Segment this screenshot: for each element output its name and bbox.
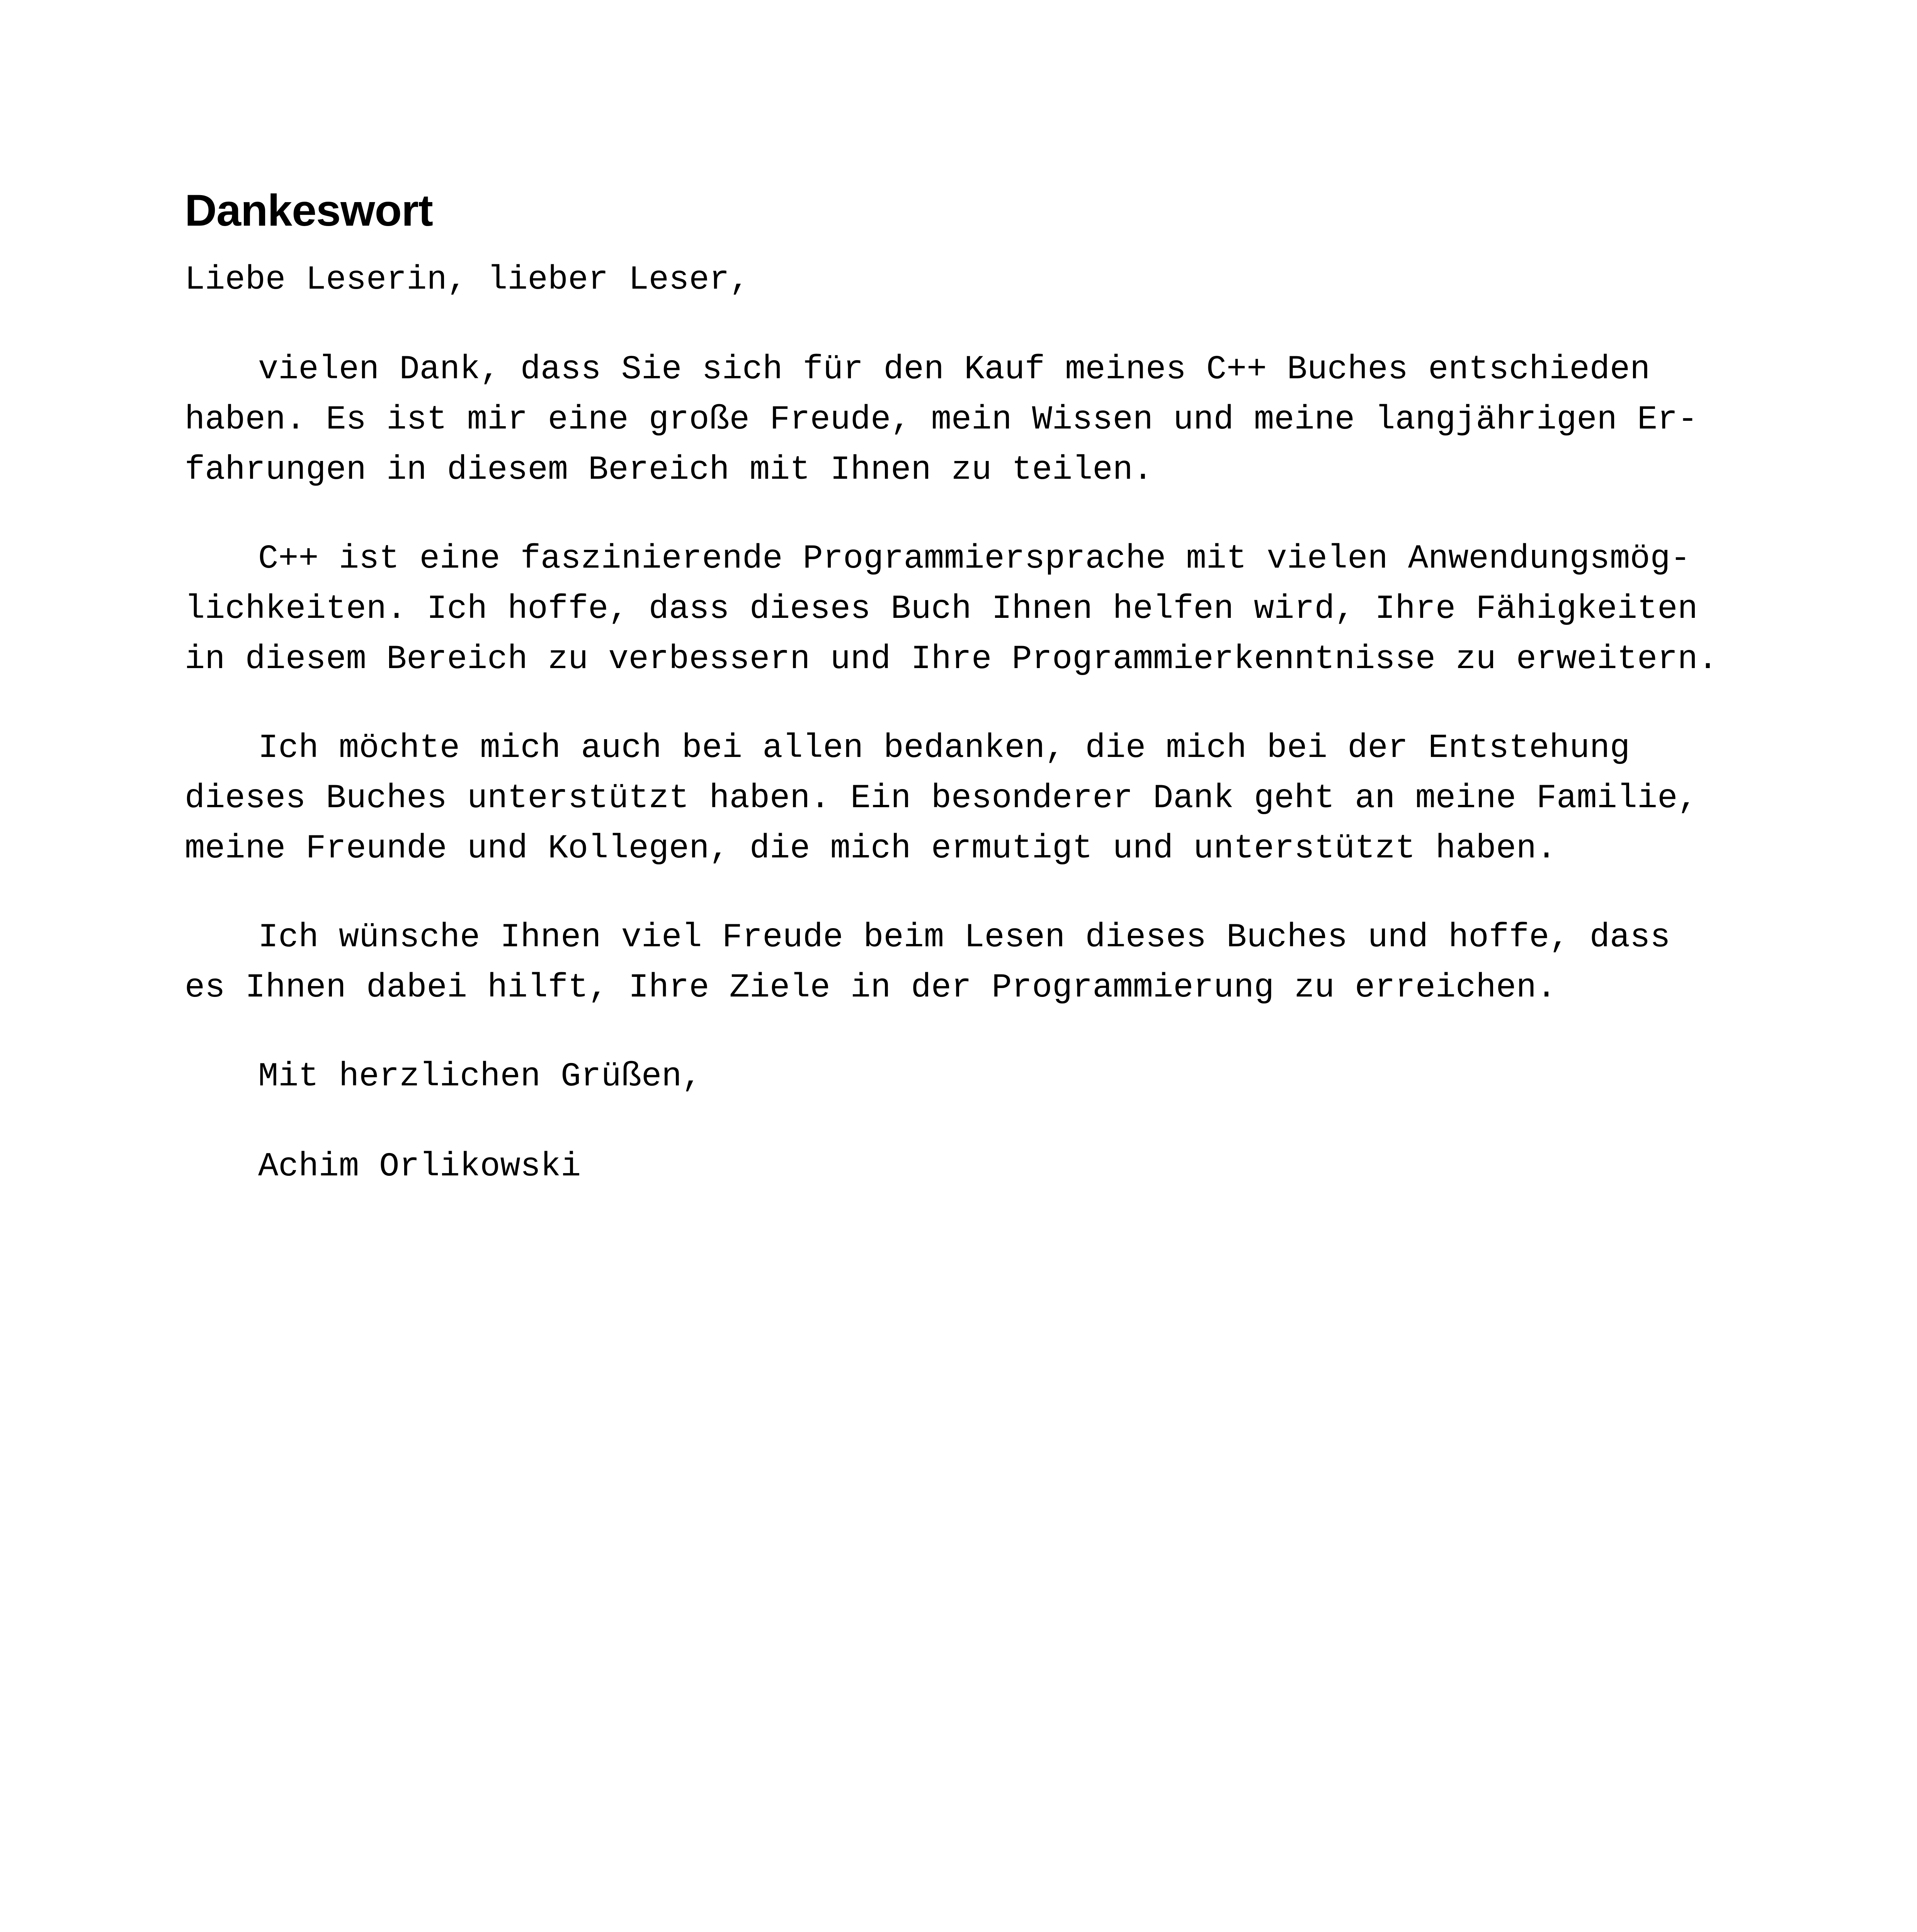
greeting: Liebe Leserin, lieber Leser, — [185, 261, 750, 299]
paragraph-line: es Ihnen dabei hilft, Ihre Ziele in der Programmierung zu erreichen. — [185, 969, 1557, 1007]
paragraph-line: haben. Es ist mir eine große Freude, mein Wissen und meine langjährigen Er- — [185, 401, 1698, 439]
paragraph-line: C++ ist eine faszinierende Programmiersprache mit vielen Anwendungsmög- — [258, 540, 1691, 578]
document-content — [185, 182, 1769, 1192]
paragraph-line: dieses Buches unterstützt haben. Ein besonderer Dank geht an meine Familie, — [185, 780, 1698, 818]
paragraph-line: in diesem Bereich zu verbessern und Ihre Programmierkenntnisse zu erweitern. — [185, 641, 1718, 679]
paragraph-4 — [185, 913, 1769, 1013]
paragraph-line: Ich wünsche Ihnen viel Freude beim Lesen dieses Buches und hoffe, dass — [258, 919, 1670, 957]
paragraph-line: meine Freunde und Kollegen, die mich ermutigt und unterstützt haben. — [185, 830, 1557, 868]
paragraph-line: fahrungen in diesem Bereich mit Ihnen zu teilen. — [185, 451, 1153, 489]
paragraph-2 — [185, 534, 1769, 685]
paragraph-line: lichkeiten. Ich hoffe, dass dieses Buch Ihnen helfen wird, Ihre Fähigkeiten — [185, 590, 1698, 628]
closing: Mit herzlichen Grüßen, — [258, 1058, 702, 1096]
paragraph-3 — [185, 723, 1769, 874]
paragraph-line: vielen Dank, dass Sie sich für den Kauf meines C++ Buches entschieden — [258, 351, 1650, 389]
paragraph-1 — [185, 345, 1769, 495]
paragraph-line: Ich möchte mich auch bei allen bedanken, die mich bei der Entstehung — [258, 730, 1630, 767]
signature: Achim Orlikowski — [258, 1148, 581, 1186]
page-title: Dankeswort — [185, 186, 433, 235]
